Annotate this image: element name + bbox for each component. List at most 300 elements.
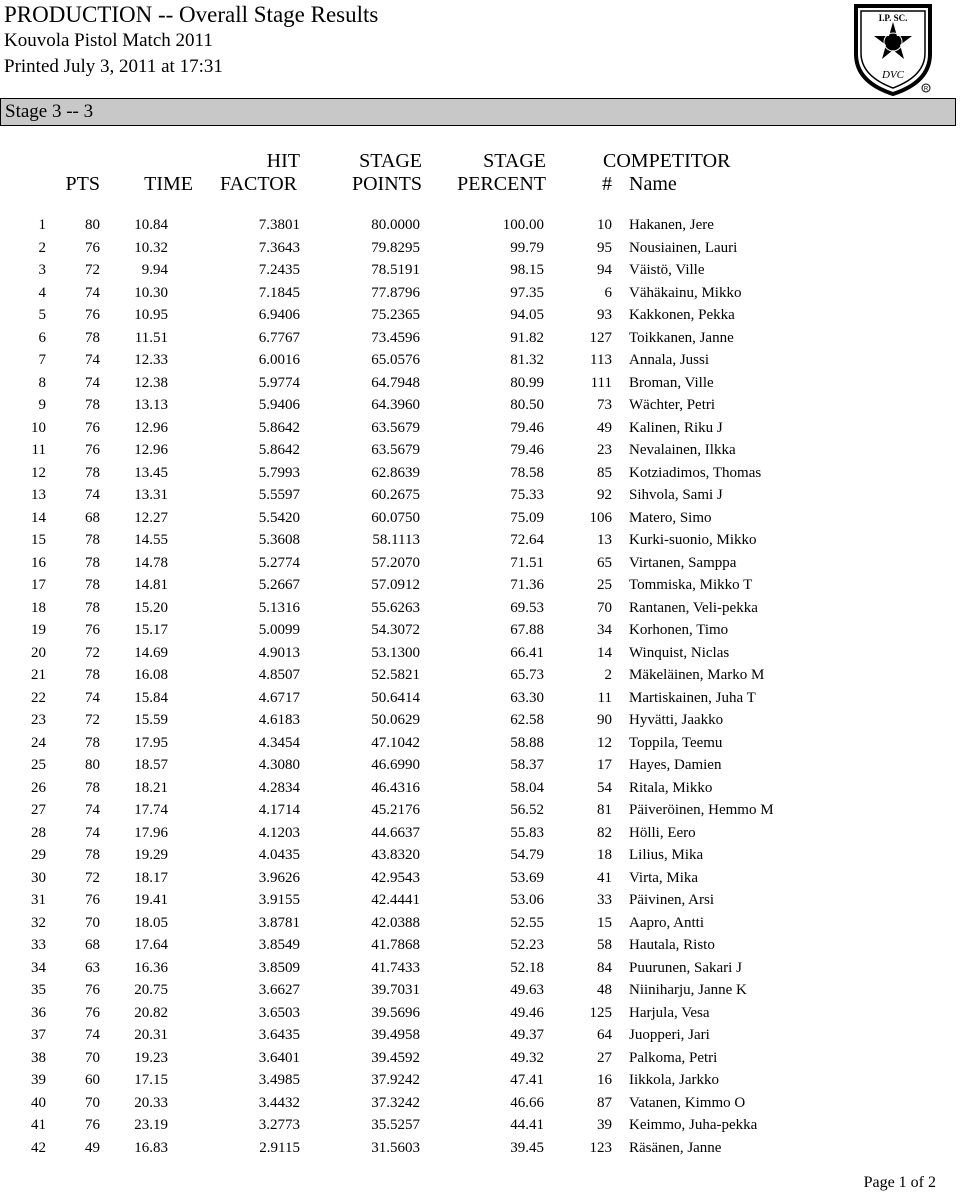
- place-cell: 10: [31, 419, 46, 436]
- col-pts: PTS: [65, 173, 100, 195]
- hit-factor-cell: 7.3801: [258, 217, 300, 233]
- points-cell: 70: [85, 1094, 100, 1111]
- time-cell: 13.45: [134, 464, 168, 481]
- place-cell: 13: [31, 487, 46, 503]
- hit-factor-cell: 4.2834: [258, 779, 300, 796]
- competitor-name-cell: Ritala, Mikko: [629, 779, 713, 796]
- competitor-number-cell: 27: [597, 1049, 612, 1066]
- place-cell: 15: [31, 532, 46, 548]
- competitor-number-cell: 85: [597, 464, 612, 481]
- hit-factor-cell: 3.6503: [258, 1004, 300, 1021]
- competitor-number-cell: 25: [597, 577, 612, 593]
- competitor-name-cell: Tommiska, Mikko T: [629, 577, 753, 593]
- place-cell: 1: [38, 217, 46, 233]
- competitor-number-cell: 23: [597, 442, 612, 458]
- points-cell: 78: [85, 532, 100, 548]
- table-row: [0, 979, 960, 1002]
- stage-points-cell: 42.4441: [371, 892, 420, 908]
- points-cell: 74: [85, 824, 100, 841]
- points-cell: 76: [85, 442, 100, 458]
- stage-points-cell: 55.6263: [371, 599, 420, 616]
- stage-points-cell: 77.8796: [371, 284, 420, 301]
- place-cell: 6: [38, 329, 46, 346]
- competitor-name-cell: Vähäkainu, Mikko: [629, 284, 742, 301]
- competitor-name-cell: Hakanen, Jere: [629, 217, 714, 233]
- competitor-number-cell: 6: [604, 284, 612, 301]
- place-cell: 8: [38, 374, 46, 391]
- hit-factor-cell: 6.7767: [258, 329, 300, 346]
- stage-percent-cell: 55.83: [510, 824, 544, 841]
- points-cell: 74: [85, 689, 100, 706]
- place-cell: 4: [38, 284, 46, 301]
- points-cell: 78: [85, 599, 100, 616]
- table-row: [0, 957, 960, 980]
- hit-factor-cell: 5.7993: [258, 464, 300, 481]
- stage-points-cell: 42.0388: [371, 914, 420, 931]
- shield-icon: [852, 2, 934, 96]
- hit-factor-cell: 7.2435: [258, 262, 300, 278]
- stage-percent-cell: 53.69: [510, 869, 544, 886]
- hit-factor-cell: 6.9406: [258, 307, 300, 323]
- competitor-name-cell: Iikkola, Jarkko: [629, 1072, 719, 1088]
- time-cell: 15.59: [134, 712, 168, 728]
- hit-factor-cell: 3.2773: [258, 1117, 300, 1133]
- competitor-number-cell: 48: [597, 982, 612, 998]
- place-cell: 7: [38, 352, 46, 368]
- hit-factor-cell: 2.9115: [259, 1139, 300, 1156]
- stage-percent-cell: 39.45: [510, 1139, 544, 1156]
- competitor-name-cell: Matero, Simo: [629, 509, 712, 526]
- points-cell: 78: [85, 667, 100, 683]
- stage-percent-cell: 79.46: [510, 442, 544, 458]
- table-row: [0, 327, 960, 350]
- table-row: [0, 709, 960, 732]
- competitor-name-cell: Annala, Jussi: [629, 352, 709, 368]
- points-cell: 74: [85, 352, 100, 368]
- points-cell: 74: [85, 487, 100, 503]
- place-cell: 18: [31, 599, 46, 616]
- hit-factor-cell: 4.3454: [258, 734, 300, 751]
- competitor-number-cell: 111: [590, 374, 612, 391]
- table-row: [0, 1114, 960, 1137]
- time-cell: 23.19: [134, 1117, 168, 1133]
- time-cell: 20.33: [134, 1094, 168, 1111]
- stage-percent-cell: 47.41: [510, 1072, 544, 1088]
- stage-points-cell: 39.4958: [371, 1027, 420, 1043]
- points-cell: 72: [85, 644, 100, 661]
- stage-points-cell: 57.0912: [371, 577, 420, 593]
- points-cell: 78: [85, 577, 100, 593]
- stage-points-cell: 31.5603: [371, 1139, 420, 1156]
- competitor-name-cell: Harjula, Vesa: [629, 1004, 710, 1021]
- time-cell: 15.84: [134, 689, 168, 706]
- stage-percent-cell: 58.88: [510, 734, 544, 751]
- time-cell: 20.31: [134, 1027, 168, 1043]
- time-cell: 17.64: [134, 937, 168, 953]
- points-cell: 49: [85, 1139, 100, 1156]
- time-cell: 18.05: [134, 914, 168, 931]
- stage-points-cell: 43.8320: [371, 847, 420, 863]
- stage-percent-cell: 78.58: [510, 464, 544, 481]
- stage-points-cell: 44.6637: [371, 824, 420, 841]
- stage-percent-cell: 54.79: [510, 847, 544, 863]
- stage-percent-cell: 52.55: [510, 914, 544, 931]
- time-cell: 15.17: [134, 622, 168, 638]
- hit-factor-cell: 5.2774: [258, 554, 300, 571]
- time-cell: 20.82: [134, 1004, 168, 1021]
- place-cell: 41: [31, 1117, 46, 1133]
- stage-points-cell: 58.1113: [372, 532, 420, 548]
- points-cell: 72: [85, 869, 100, 886]
- place-cell: 11: [31, 442, 46, 458]
- stage-percent-cell: 63.30: [510, 689, 544, 706]
- hit-factor-cell: 5.5420: [258, 509, 300, 526]
- col-time: TIME: [144, 173, 193, 195]
- competitor-number-cell: 125: [589, 1004, 612, 1021]
- place-cell: 20: [31, 644, 46, 661]
- stage-percent-cell: 52.23: [510, 937, 544, 953]
- table-row: [0, 552, 960, 575]
- hit-factor-cell: 4.1714: [258, 802, 300, 818]
- table-row: [0, 1002, 960, 1025]
- stage-points-cell: 60.0750: [371, 509, 420, 526]
- place-cell: 2: [38, 239, 46, 256]
- time-cell: 13.31: [134, 487, 168, 503]
- table-row: [0, 754, 960, 777]
- stage-points-cell: 50.0629: [371, 712, 420, 728]
- competitor-name-cell: Hyvätti, Jaakko: [629, 712, 724, 728]
- time-cell: 14.69: [134, 644, 168, 661]
- table-row: [0, 912, 960, 935]
- table-row: [0, 304, 960, 327]
- stage-points-cell: 73.4596: [371, 329, 420, 346]
- stage-percent-cell: 53.06: [510, 892, 544, 908]
- competitor-name-cell: Nevalainen, Ilkka: [629, 442, 736, 458]
- stage-points-cell: 47.1042: [371, 734, 420, 751]
- stage-percent-cell: 80.50: [510, 397, 544, 413]
- competitor-name-cell: Niiniharju, Janne K: [629, 982, 747, 998]
- place-cell: 25: [31, 757, 46, 773]
- competitor-number-cell: 113: [590, 352, 612, 368]
- stage-points-cell: 64.7948: [371, 374, 420, 391]
- time-cell: 14.55: [134, 532, 168, 548]
- table-row: [0, 867, 960, 890]
- time-cell: 12.33: [134, 352, 168, 368]
- competitor-name-cell: Vatanen, Kimmo O: [629, 1094, 746, 1111]
- table-row: [0, 349, 960, 372]
- place-cell: 28: [31, 824, 46, 841]
- stage-points-cell: 53.1300: [371, 644, 420, 661]
- competitor-name-cell: Sihvola, Sami J: [629, 487, 723, 503]
- col-hit-2: FACTOR: [219, 173, 297, 195]
- place-cell: 30: [31, 869, 46, 886]
- competitor-number-cell: 87: [597, 1094, 612, 1111]
- hit-factor-cell: 4.3080: [258, 757, 300, 773]
- competitor-name-cell: Virta, Mika: [629, 869, 699, 886]
- points-cell: 68: [85, 509, 100, 526]
- competitor-number-cell: 92: [597, 487, 612, 503]
- competitor-name-cell: Juopperi, Jari: [629, 1027, 710, 1043]
- competitor-name-cell: Rantanen, Veli-pekka: [629, 599, 758, 616]
- place-cell: 14: [31, 509, 46, 526]
- stage-points-cell: 42.9543: [371, 869, 420, 886]
- place-cell: 29: [31, 847, 46, 863]
- results-table: [0, 214, 960, 1159]
- place-cell: 35: [31, 982, 46, 998]
- points-cell: 76: [85, 307, 100, 323]
- hit-factor-cell: 3.6401: [258, 1049, 300, 1066]
- competitor-name-cell: Lilius, Mika: [629, 847, 704, 863]
- time-cell: 13.13: [134, 397, 168, 413]
- stage-points-cell: 63.5679: [371, 442, 420, 458]
- hit-factor-cell: 3.9626: [258, 869, 300, 886]
- table-row: [0, 1024, 960, 1047]
- time-cell: 12.38: [134, 374, 168, 391]
- time-cell: 20.75: [134, 982, 168, 998]
- points-cell: 78: [85, 779, 100, 796]
- col-competitor: COMPETITOR: [603, 150, 731, 172]
- stage-points-cell: 64.3960: [371, 397, 420, 413]
- competitor-number-cell: 127: [589, 329, 612, 346]
- hit-factor-cell: 3.8509: [258, 959, 300, 976]
- stage-points-cell: 75.2365: [371, 307, 420, 323]
- time-cell: 18.21: [134, 779, 168, 796]
- stage-points-cell: 78.5191: [371, 262, 420, 278]
- stage-percent-cell: 71.51: [510, 554, 544, 571]
- competitor-number-cell: 84: [597, 959, 612, 976]
- competitor-number-cell: 34: [597, 622, 612, 638]
- competitor-name-cell: Hayes, Damien: [629, 757, 722, 773]
- stage-points-cell: 46.6990: [371, 757, 420, 773]
- competitor-number-cell: 65: [597, 554, 612, 571]
- hit-factor-cell: 5.8642: [258, 442, 300, 458]
- table-row: [0, 687, 960, 710]
- competitor-number-cell: 12: [597, 734, 612, 751]
- time-cell: 15.20: [134, 599, 168, 616]
- competitor-name-cell: Puurunen, Sakari J: [629, 959, 742, 976]
- competitor-number-cell: 58: [597, 937, 612, 953]
- hit-factor-cell: 5.5597: [258, 487, 300, 503]
- competitor-number-cell: 81: [597, 802, 612, 818]
- stage-percent-cell: 58.04: [510, 779, 544, 796]
- competitor-number-cell: 123: [589, 1139, 612, 1156]
- place-cell: 17: [31, 577, 46, 593]
- table-row: [0, 619, 960, 642]
- place-cell: 9: [38, 397, 46, 413]
- report-header: [4, 2, 378, 80]
- stage-percent-cell: 44.41: [510, 1117, 544, 1133]
- place-cell: 16: [31, 554, 46, 571]
- stage-points-cell: 39.5696: [371, 1004, 420, 1021]
- stage-label: Stage 3 -- 3: [0, 98, 956, 126]
- competitor-number-cell: 41: [597, 869, 612, 886]
- time-cell: 12.27: [134, 509, 168, 526]
- place-cell: 40: [31, 1094, 46, 1111]
- table-row: [0, 1047, 960, 1070]
- hit-factor-cell: 4.6183: [258, 712, 300, 728]
- points-cell: 78: [85, 397, 100, 413]
- place-cell: 32: [31, 914, 46, 931]
- competitor-number-cell: 39: [597, 1117, 612, 1133]
- table-row: [0, 844, 960, 867]
- place-cell: 34: [31, 959, 46, 976]
- table-row: [0, 417, 960, 440]
- stage-points-cell: 54.3072: [371, 622, 420, 638]
- competitor-name-cell: Keimmo, Juha-pekka: [629, 1117, 758, 1133]
- time-cell: 17.74: [134, 802, 168, 818]
- hit-factor-cell: 5.9774: [258, 374, 300, 391]
- stage-percent-cell: 94.05: [510, 307, 544, 323]
- competitor-number-cell: 17: [597, 757, 612, 773]
- col-pct-2: PERCENT: [457, 173, 546, 195]
- col-hit-1: HIT: [266, 150, 300, 172]
- competitor-name-cell: Palkoma, Petri: [629, 1049, 718, 1066]
- stage-points-cell: 52.5821: [371, 667, 420, 683]
- hit-factor-cell: 4.8507: [258, 667, 300, 683]
- points-cell: 76: [85, 419, 100, 436]
- competitor-name-cell: Virtanen, Samppa: [629, 554, 737, 571]
- table-row: [0, 1137, 960, 1160]
- hit-factor-cell: 3.6627: [258, 982, 300, 998]
- stage-points-cell: 35.5257: [371, 1117, 420, 1133]
- table-row: [0, 1069, 960, 1092]
- place-cell: 24: [31, 734, 46, 751]
- place-cell: 42: [31, 1139, 46, 1156]
- table-row: [0, 664, 960, 687]
- competitor-number-cell: 82: [597, 824, 612, 841]
- stage-points-cell: 63.5679: [371, 419, 420, 436]
- points-cell: 74: [85, 374, 100, 391]
- points-cell: 76: [85, 1004, 100, 1021]
- stage-percent-cell: 62.58: [510, 712, 544, 728]
- hit-factor-cell: 3.4432: [258, 1094, 300, 1111]
- stage-percent-cell: 100.00: [502, 217, 544, 233]
- competitor-number-cell: 33: [597, 892, 612, 908]
- time-cell: 18.17: [134, 869, 168, 886]
- col-name: Name: [629, 173, 677, 195]
- hit-factor-cell: 3.9155: [258, 892, 300, 908]
- time-cell: 19.41: [134, 892, 168, 908]
- points-cell: 76: [85, 892, 100, 908]
- place-cell: 19: [31, 622, 46, 638]
- points-cell: 76: [85, 1117, 100, 1133]
- stage-points-cell: 80.0000: [371, 217, 420, 233]
- col-num: #: [602, 173, 612, 195]
- table-row: [0, 597, 960, 620]
- competitor-name-cell: Hölli, Eero: [629, 824, 696, 841]
- competitor-number-cell: 18: [597, 847, 612, 863]
- stage-percent-cell: 52.18: [510, 959, 544, 976]
- points-cell: 80: [85, 757, 100, 773]
- competitor-name-cell: Winquist, Niclas: [629, 644, 730, 661]
- table-row: [0, 439, 960, 462]
- hit-factor-cell: 4.1203: [258, 824, 300, 841]
- competitor-name-cell: Toikkanen, Janne: [629, 329, 734, 346]
- stage-percent-cell: 72.64: [510, 532, 544, 548]
- hit-factor-cell: 7.1845: [258, 284, 300, 301]
- points-cell: 70: [85, 1049, 100, 1066]
- stage-percent-cell: 79.46: [510, 419, 544, 436]
- table-row: [0, 462, 960, 485]
- points-cell: 78: [85, 734, 100, 751]
- time-cell: 14.78: [134, 554, 168, 571]
- time-cell: 17.96: [134, 824, 168, 841]
- competitor-name-cell: Broman, Ville: [629, 374, 714, 391]
- stage-percent-cell: 75.33: [510, 487, 544, 503]
- time-cell: 17.15: [134, 1072, 168, 1088]
- hit-factor-cell: 7.3643: [258, 239, 300, 256]
- points-cell: 76: [85, 622, 100, 638]
- stage-points-cell: 39.7031: [371, 982, 420, 998]
- table-row: [0, 732, 960, 755]
- table-row: [0, 484, 960, 507]
- hit-factor-cell: 5.2667: [258, 577, 300, 593]
- stage-percent-cell: 58.37: [510, 757, 544, 773]
- competitor-name-cell: Kotziadimos, Thomas: [629, 464, 762, 481]
- competitor-number-cell: 11: [597, 689, 612, 706]
- hit-factor-cell: 5.8642: [258, 419, 300, 436]
- competitor-number-cell: 54: [597, 779, 612, 796]
- stage-points-cell: 41.7868: [371, 937, 420, 953]
- place-cell: 39: [31, 1072, 46, 1088]
- hit-factor-cell: 5.1316: [258, 599, 300, 616]
- competitor-name-cell: Wächter, Petri: [629, 397, 716, 413]
- time-cell: 16.36: [134, 959, 168, 976]
- stage-points-cell: 45.2176: [371, 802, 420, 818]
- place-cell: 27: [31, 802, 46, 818]
- hit-factor-cell: 5.0099: [258, 622, 300, 638]
- hit-factor-cell: 6.0016: [258, 352, 300, 368]
- competitor-name-cell: Kakkonen, Pekka: [629, 307, 735, 323]
- stage-percent-cell: 49.46: [510, 1004, 544, 1021]
- stage-percent-cell: 97.35: [510, 284, 544, 301]
- stage-points-cell: 60.2675: [371, 487, 420, 503]
- stage-percent-cell: 67.88: [510, 622, 544, 638]
- points-cell: 74: [85, 284, 100, 301]
- points-cell: 70: [85, 914, 100, 931]
- place-cell: 33: [31, 937, 46, 953]
- stage-percent-cell: 69.53: [510, 599, 544, 616]
- points-cell: 68: [85, 937, 100, 953]
- stage-points-cell: 57.2070: [371, 554, 420, 571]
- time-cell: 12.96: [134, 419, 168, 436]
- competitor-number-cell: 13: [597, 532, 612, 548]
- competitor-number-cell: 95: [597, 239, 612, 256]
- svg-text:R: R: [923, 86, 929, 93]
- table-row: [0, 889, 960, 912]
- stage-points-cell: 50.6414: [371, 689, 420, 706]
- place-cell: 3: [38, 262, 46, 278]
- table-row: [0, 934, 960, 957]
- competitor-name-cell: Martiskainen, Juha T: [629, 689, 756, 706]
- competitor-number-cell: 70: [597, 599, 612, 616]
- competitor-number-cell: 49: [597, 419, 612, 436]
- competitor-number-cell: 106: [589, 509, 612, 526]
- time-cell: 10.84: [134, 217, 168, 233]
- hit-factor-cell: 5.9406: [258, 397, 300, 413]
- hit-factor-cell: 4.6717: [258, 689, 300, 706]
- table-row: [0, 777, 960, 800]
- time-cell: 16.83: [134, 1139, 168, 1156]
- table-row: [0, 507, 960, 530]
- place-cell: 37: [31, 1027, 46, 1043]
- points-cell: 76: [85, 239, 100, 256]
- points-cell: 78: [85, 464, 100, 481]
- time-cell: 18.57: [134, 757, 168, 773]
- table-row: [0, 642, 960, 665]
- hit-factor-cell: 3.8781: [258, 914, 300, 931]
- stage-points-cell: 39.4592: [371, 1049, 420, 1066]
